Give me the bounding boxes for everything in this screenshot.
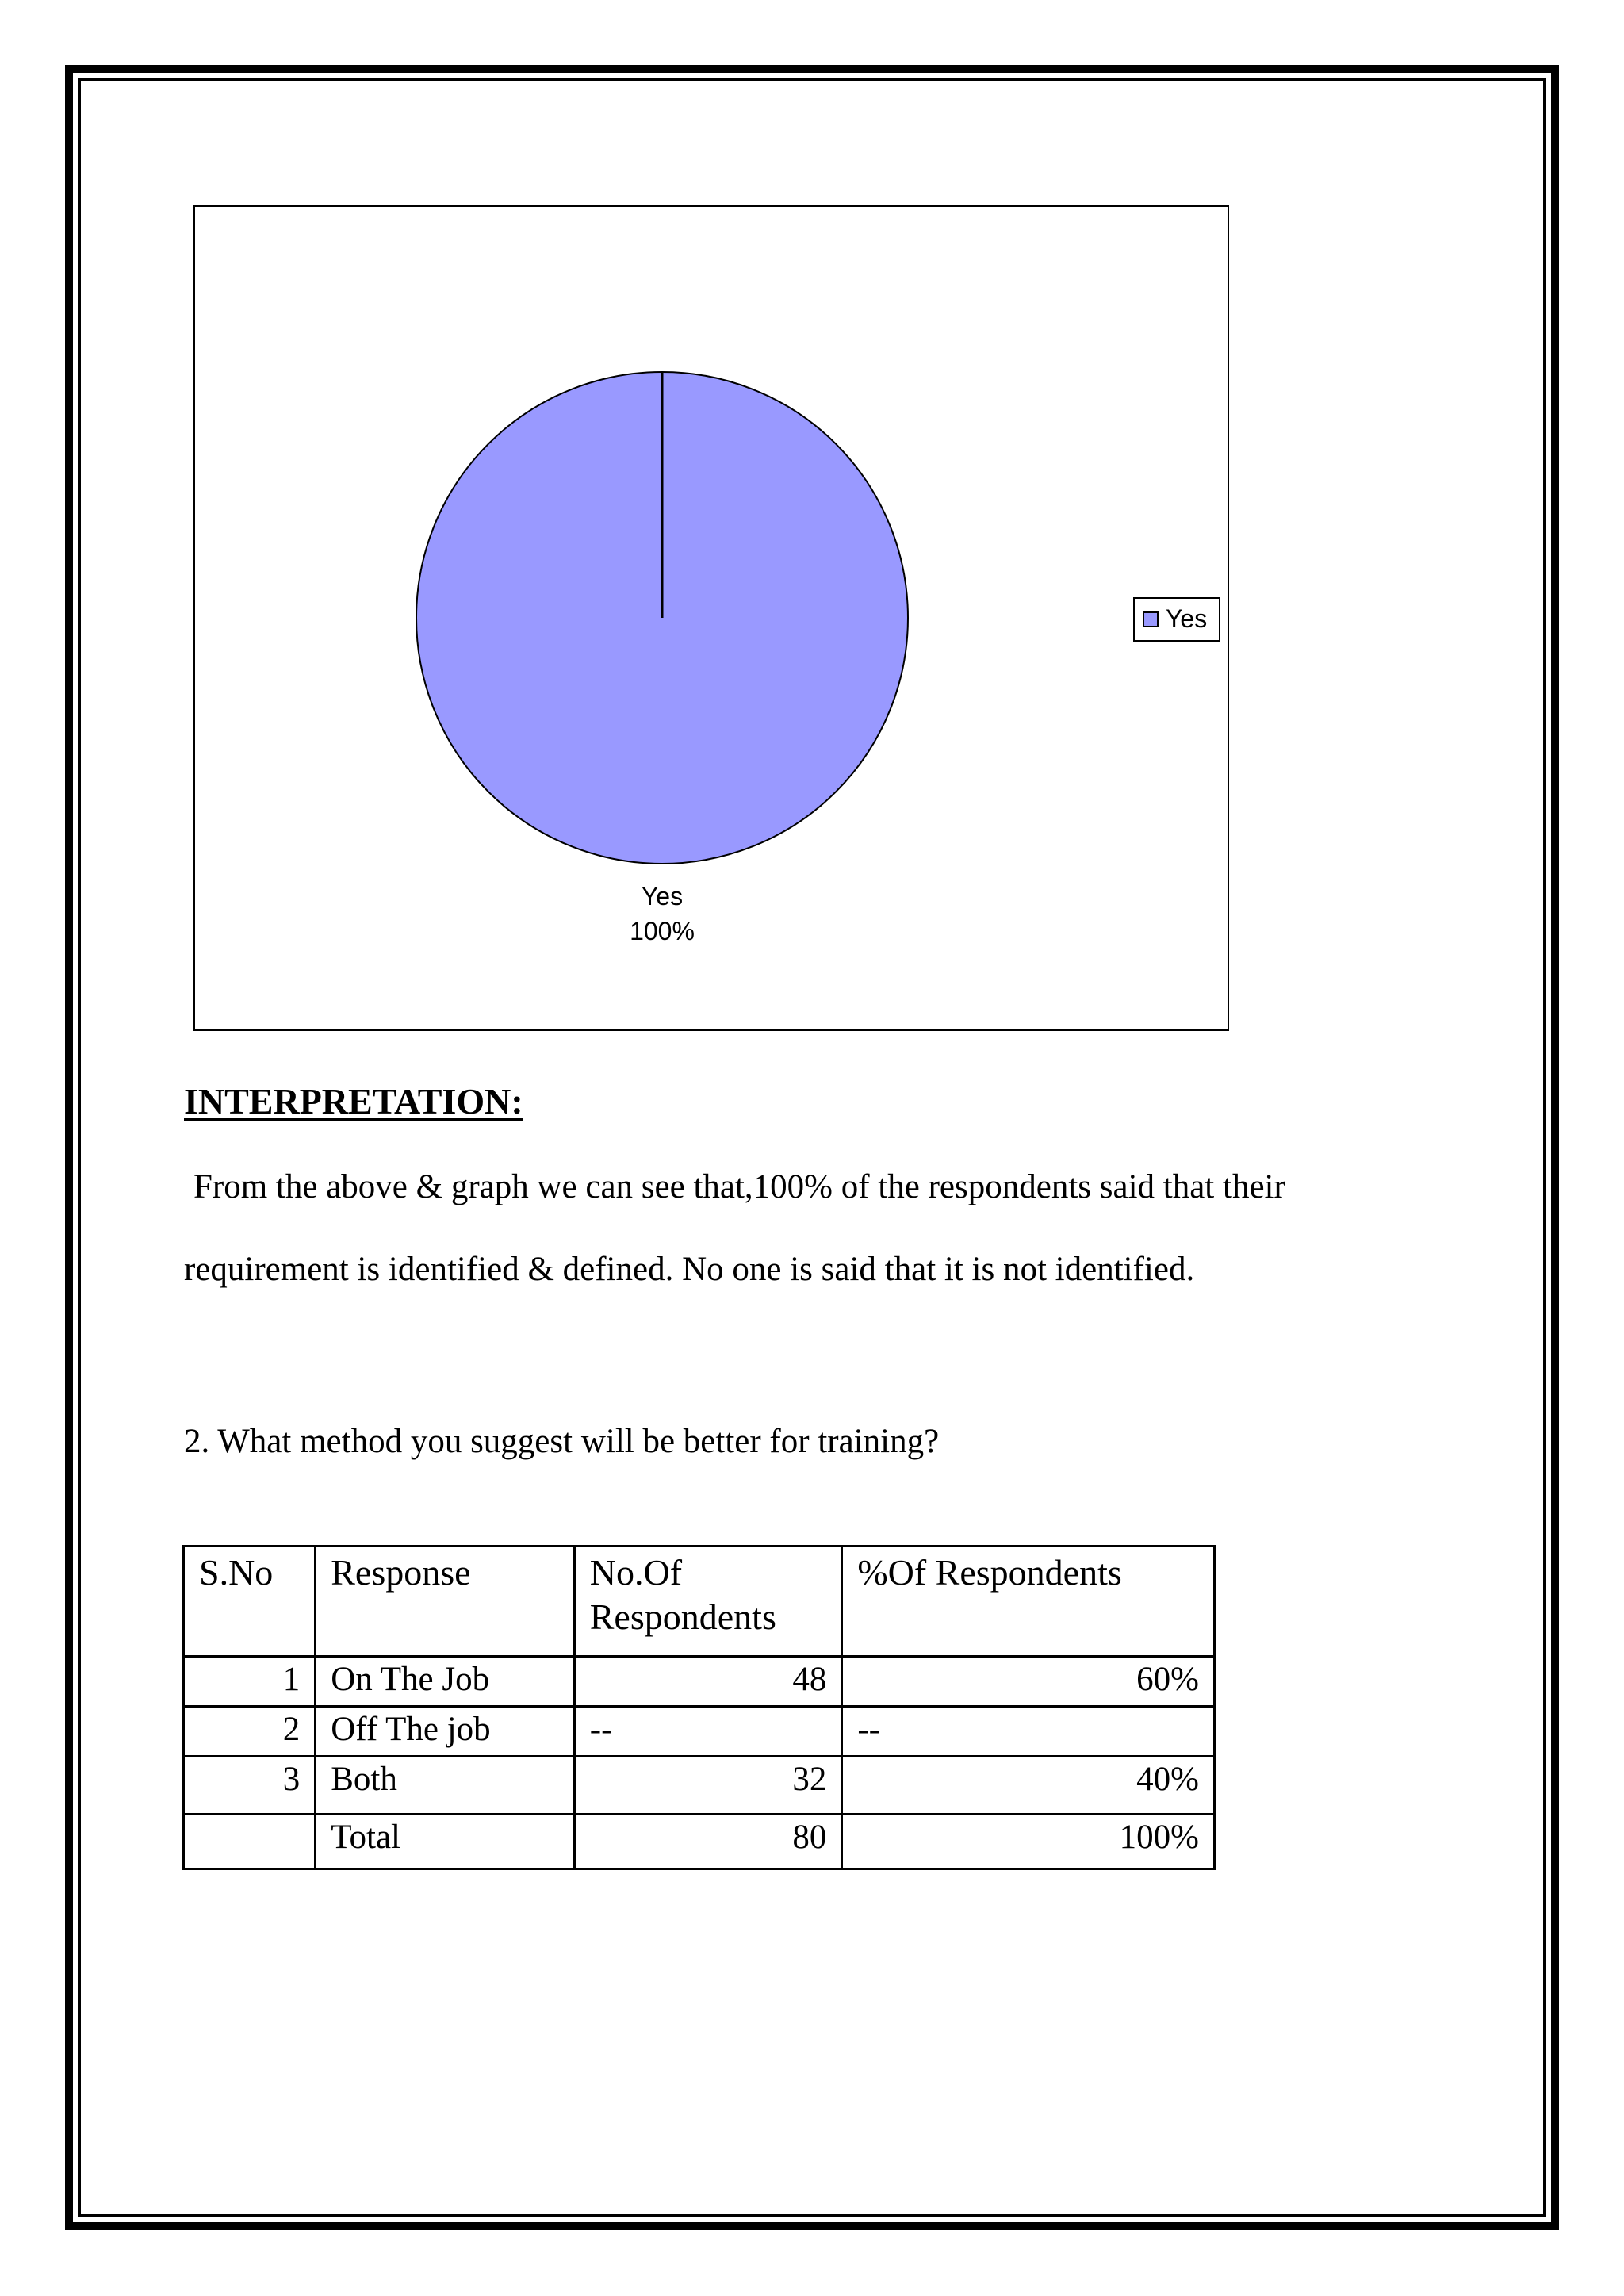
header-no-line2: Respondents	[589, 1596, 776, 1637]
pie-chart	[193, 205, 1229, 1031]
cell-count: 32	[574, 1757, 842, 1815]
pie-chart-svg	[195, 207, 1228, 1029]
cell-count: --	[574, 1707, 842, 1757]
cell-percent: 60%	[842, 1657, 1215, 1707]
header-no-line1: No.Of	[589, 1552, 683, 1593]
pie-label-percent: 100%	[630, 917, 695, 945]
interpretation-line-2: requirement is identified & defined. No one is said that it is not identified.	[184, 1251, 1195, 1288]
cell-response: Both	[316, 1757, 575, 1815]
legend-label: Yes	[1166, 604, 1208, 633]
table-header-row	[184, 1547, 1215, 1657]
chart-legend	[1134, 598, 1220, 641]
pie-label-name: Yes	[641, 882, 684, 910]
header-percent-of-respondents: %Of Respondents	[842, 1547, 1215, 1657]
question-text: 2. What method you suggest will be better for training?	[184, 1423, 940, 1460]
table-row	[184, 1757, 1215, 1815]
cell-sno: 1	[184, 1657, 316, 1707]
header-no-of-respondents	[574, 1547, 842, 1657]
table-row	[184, 1657, 1215, 1707]
cell-sno: 2	[184, 1707, 316, 1757]
cell-count: 48	[574, 1657, 842, 1707]
table-row	[184, 1707, 1215, 1757]
header-response: Response	[316, 1547, 575, 1657]
cell-sno: 3	[184, 1757, 316, 1815]
cell-count: 80	[574, 1815, 842, 1869]
cell-sno	[184, 1815, 316, 1869]
cell-response: Total	[316, 1815, 575, 1869]
cell-percent: 40%	[842, 1757, 1215, 1815]
cell-percent: 100%	[842, 1815, 1215, 1869]
cell-percent: --	[842, 1707, 1215, 1757]
header-sno: S.No	[184, 1547, 316, 1657]
interpretation-line-1: From the above & graph we can see that,100% of the respondents said that their	[193, 1168, 1285, 1205]
legend-swatch	[1143, 612, 1158, 627]
table-row-total	[184, 1815, 1215, 1869]
interpretation-heading: INTERPRETATION:	[184, 1081, 523, 1121]
cell-response: On The Job	[316, 1657, 575, 1707]
responses-table	[182, 1545, 1216, 1870]
cell-response: Off The job	[316, 1707, 575, 1757]
